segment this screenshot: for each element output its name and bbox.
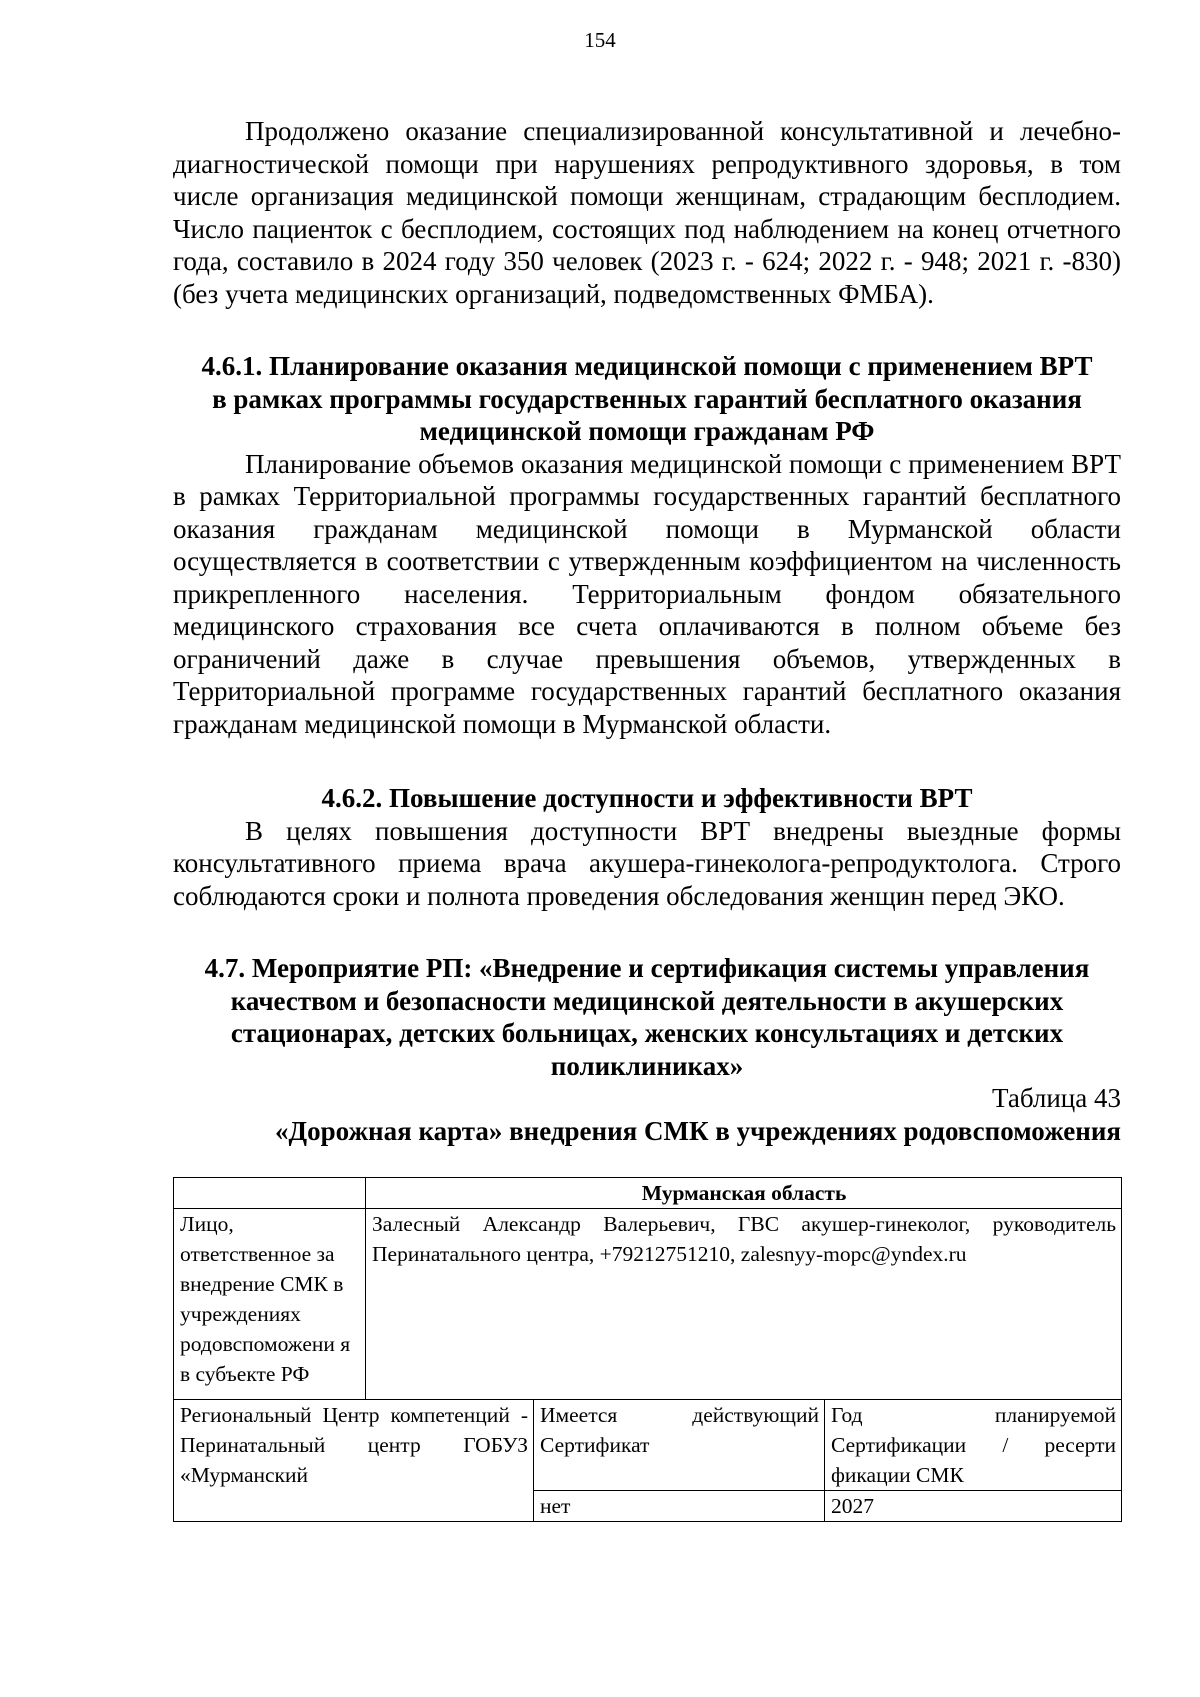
heading-line: медицинской помощи гражданам РФ [419, 416, 875, 446]
roadmap-table [173, 1177, 1122, 1522]
section-4-6-1-paragraph: Планирование объемов оказания медицинской помощи с применением ВРТ в рамках Территориальной программы государственных гарантий бесплатного оказания гражданам медицинской помощи в Мурманской области осуществляется в соответствии с утвержденным коэффициентом на численность прикрепленного населения. Территориальным фондом обязательного медицинского страхования все счета оплачиваются в полном объеме без ограничений даже в случае превышения объемов, утвержденных в Территориальной программе государственных гарантий бесплатного оказания гражданам медицинской помощи в Мурманской области. [173, 448, 1121, 739]
heading-line: 4.6.1. Планирование оказания медицинской помощи с применением ВРТ [201, 351, 1093, 381]
intro-paragraph: Продолжено оказание специализированной консультативной и лечебно-диагностической помощи при нарушениях репродуктивного здоровья, в том числе организация медицинской помощи женщинам, страдающим бесплодием. Число пациенток с бесплодием, состоящих под наблюдением на конец отчетного года, составило в 2024 году 350 человек (2023 г. - 624; 2022 г. - 948; 2021 г. -830) (без учета медицинских организаций, подведомственных ФМБА). [173, 116, 1121, 309]
certificate-header-cell: Имеется действующий Сертификат [534, 1400, 825, 1491]
page-number: 154 [584, 28, 616, 52]
section-4-6-1-heading [173, 350, 1121, 448]
page-content [173, 115, 1121, 1522]
year-value-cell: 2027 [825, 1491, 1122, 1522]
certificate-value-cell: нет [534, 1491, 825, 1522]
table-cell-empty [174, 1178, 366, 1209]
responsible-label-cell: Лицо, ответственное за внедрение СМК в учреждениях родовспоможени я в субъекте РФ [174, 1209, 366, 1400]
table-title: «Дорожная карта» внедрения СМК в учреждениях родовспоможения [275, 1115, 1121, 1146]
section-4-6-2-paragraph: В целях повышения доступности ВРТ внедрены выездные формы консультативного приема врача акушера-гинеколога-репродуктолога. Строго соблюдаются сроки и полнота проведения обследования женщин перед ЭКО. [173, 815, 1121, 911]
heading-line: в рамках программы государственных гарантий бесплатного оказания [212, 383, 1082, 414]
competence-center-cell: Региональный Центр компетенций - Перинатальный центр ГОБУЗ «Мурманский [174, 1400, 534, 1522]
section-4-6-2-heading: 4.6.2. Повышение доступности и эффективности ВРТ [321, 783, 973, 813]
heading-line: стационарах, детских больницах, женских консультациях и детских [230, 1018, 1064, 1048]
table-row [174, 1178, 1122, 1209]
table-row [174, 1400, 1122, 1491]
heading-line: поликлиниках» [550, 1050, 744, 1081]
heading-line: качеством и безопасности медицинской деятельности в акушерских [230, 985, 1064, 1016]
year-header-cell: Год планируемой Сертификации / ресерти фикации СМК [825, 1400, 1122, 1491]
heading-line: 4.7. Мероприятие РП: «Внедрение и сертификация системы управления [204, 953, 1090, 983]
table-caption: Таблица 43 [992, 1083, 1121, 1113]
section-4-7-heading [173, 952, 1121, 1082]
table-row [174, 1209, 1122, 1400]
responsible-value-cell: Залесный Александр Валерьевич, ГВС акушер-гинеколог, руководитель Перинатального центра, +79212751210, zalesnyy-mopc@yndex.ru [366, 1209, 1122, 1400]
region-header-cell: Мурманская область [366, 1178, 1122, 1209]
